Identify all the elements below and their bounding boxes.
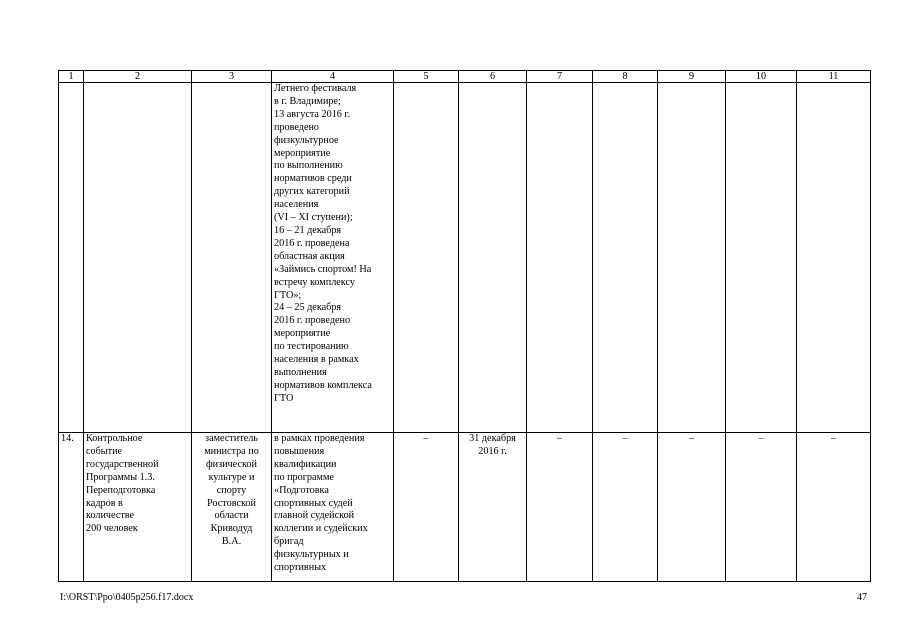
- header-row: [59, 71, 871, 83]
- event-description-cell: [272, 83, 394, 433]
- text-line: 24 – 25 декабря: [274, 302, 342, 314]
- table-cell: –: [658, 433, 726, 582]
- page-number: 47: [857, 592, 867, 603]
- text-line: культуре и: [208, 471, 255, 483]
- text-line: главной судейской: [274, 510, 355, 522]
- table-cell: –: [726, 433, 797, 582]
- header-cell: 6: [459, 71, 527, 83]
- text-line: по тестированию: [274, 341, 349, 353]
- text-line: других категорий: [274, 186, 350, 198]
- text-line: 13 августа 2016 г.: [274, 108, 351, 120]
- text-line: по выполнению: [274, 160, 343, 172]
- header-cell: 11: [797, 71, 871, 83]
- text-line: спортивных судей: [274, 497, 353, 509]
- table-cell: [797, 83, 871, 433]
- text-line: проведено: [274, 121, 320, 133]
- text-line: ГТО: [274, 392, 294, 404]
- text-line: встречу комплексу: [274, 276, 355, 288]
- text-line: В.А.: [221, 536, 242, 548]
- text-line: (VI – XI ступени);: [274, 212, 353, 224]
- text-line: 31 декабря: [469, 433, 516, 444]
- table-cell: –: [593, 433, 658, 582]
- text-line: населения в рамках: [274, 354, 359, 366]
- control-event-name: [84, 433, 192, 582]
- text-line: физкультурных и: [274, 549, 349, 561]
- table-cell: [658, 83, 726, 433]
- text-line: 2016 г.: [478, 445, 507, 457]
- text-line: Переподготовка: [86, 484, 156, 496]
- header-cell: 4: [272, 71, 394, 83]
- text-line: коллегии и судейских: [274, 523, 368, 535]
- text-line: Криводуд: [210, 523, 253, 535]
- text-line: ГТО»;: [274, 289, 302, 301]
- text-line: области: [214, 510, 249, 522]
- table-row: [59, 433, 871, 582]
- deadline-cell: [459, 433, 527, 582]
- text-line: 200 человек: [86, 523, 138, 535]
- header-cell: 9: [658, 71, 726, 83]
- text-line: 2016 г. проведена: [274, 237, 350, 249]
- header-cell: 7: [527, 71, 593, 83]
- text-line: физкультурное: [274, 134, 339, 146]
- text-line: кадров в: [86, 497, 123, 509]
- text-line: 16 – 21 декабря: [274, 224, 342, 236]
- header-cell: 10: [726, 71, 797, 83]
- header-cell: 2: [84, 71, 192, 83]
- table-cell: [84, 83, 192, 433]
- table-cell: [59, 83, 84, 433]
- table-cell: [192, 83, 272, 433]
- table-row: [59, 83, 871, 433]
- text-line: спортивных: [274, 562, 327, 574]
- text-line: мероприятие: [274, 328, 331, 340]
- text-line: по программе: [274, 471, 334, 483]
- text-line: мероприятие: [274, 147, 331, 159]
- header-cell: 1: [59, 71, 84, 83]
- table-cell: –: [527, 433, 593, 582]
- text-line: Контрольное: [86, 433, 143, 444]
- text-line: повышения: [274, 445, 325, 457]
- text-line: населения: [274, 199, 319, 211]
- text-line: выполнения: [274, 366, 327, 378]
- text-line: в рамках проведения: [274, 433, 365, 444]
- text-line: Программы 1.3.: [86, 471, 155, 483]
- document-table: [58, 70, 871, 582]
- header-cell: 3: [192, 71, 272, 83]
- event-description-cell: [272, 433, 394, 582]
- text-line: количестве: [86, 510, 135, 522]
- row-number: 14.: [59, 433, 84, 582]
- text-line: нормативов комплекса: [274, 379, 372, 391]
- text-line: заместитель: [205, 433, 258, 444]
- text-line: квалификации: [274, 458, 337, 470]
- text-line: областная акция: [274, 250, 345, 262]
- text-line: министра по: [204, 445, 259, 457]
- text-line: нормативов среди: [274, 173, 352, 185]
- text-line: «Займись спортом! На: [274, 263, 372, 275]
- text-line: спорту: [216, 484, 247, 496]
- text-line: событие: [86, 445, 123, 457]
- text-line: бригад: [274, 536, 304, 548]
- header-cell: 8: [593, 71, 658, 83]
- table-cell: [593, 83, 658, 433]
- text-line: в г. Владимире;: [274, 95, 341, 107]
- table-cell: [726, 83, 797, 433]
- header-cell: 5: [394, 71, 459, 83]
- responsible-person: [192, 433, 272, 582]
- text-line: «Подготовка: [274, 484, 329, 496]
- text-line: государственной: [86, 458, 159, 470]
- table-cell: [394, 83, 459, 433]
- table-cell: –: [394, 433, 459, 582]
- table-cell: [527, 83, 593, 433]
- text-line: физической: [206, 458, 257, 470]
- footer-file-path: I:\ORST\Ppo\0405p256.f17.docx: [60, 592, 194, 603]
- text-line: Ростовской: [207, 497, 256, 509]
- text-line: 2016 г. проведено: [274, 315, 351, 327]
- table-cell: –: [797, 433, 871, 582]
- text-line: Летнего фестиваля: [274, 83, 357, 94]
- table-cell: [459, 83, 527, 433]
